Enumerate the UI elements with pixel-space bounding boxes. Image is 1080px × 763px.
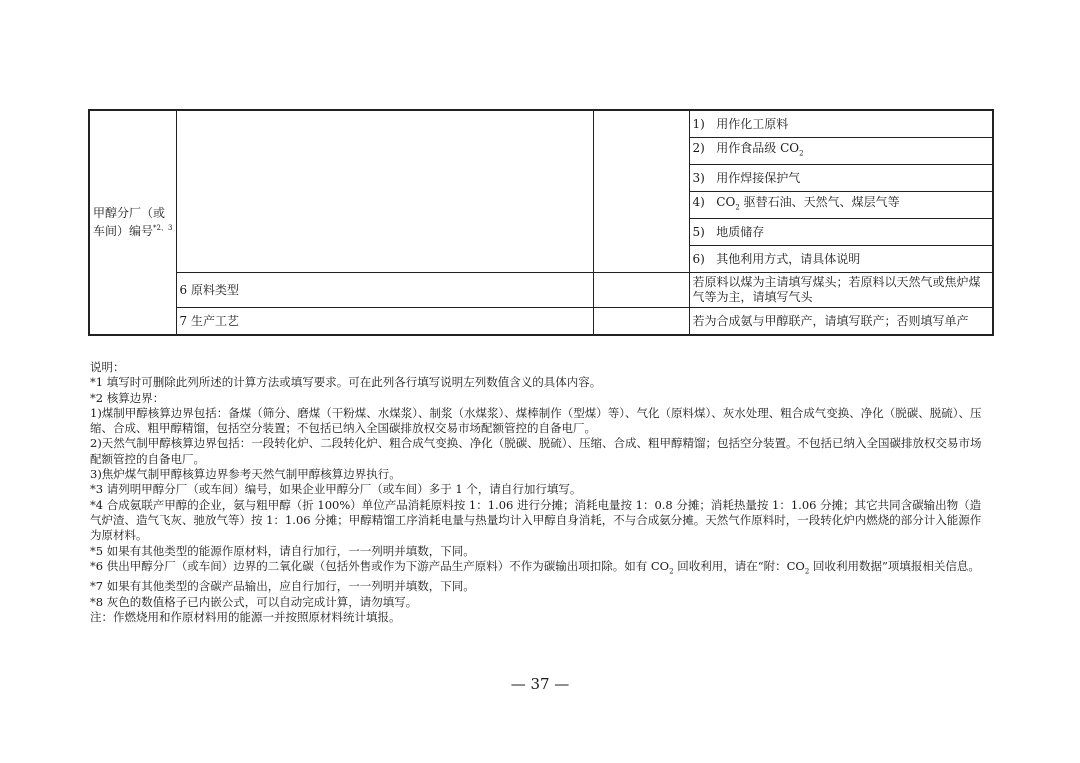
notes-title: 说明： — [90, 360, 125, 374]
side-label-line1: 甲醇分厂（或 — [93, 206, 166, 220]
note-4: *4 合成氨联产甲醇的企业，氨与粗甲醇（折 100%）单位产品消耗原料按 1：1.06 进行分摊；消耗电量按 1：0.8 分摊；消耗热量按 1：1.06 分摊；其它共同含碳输出物（造气炉渣、造气飞灰、驰放气等）按 1：1.06 分摊；甲醇精馏工序消耗电量与热量均计入甲醇自身消耗，不与合成氨分摊。天然气作原料时，一段转化炉内燃烧的部分计入能源作为原材料。 — [90, 497, 982, 543]
page-number: — 37 — — [510, 675, 570, 693]
table-row — [89, 110, 993, 138]
note-3: *3 请列明甲醇分厂（或车间）编号，如果企业甲醇分厂（或车间）多于 1 个，请自行加行填写。 — [90, 482, 582, 497]
footnote-general: 注：作燃烧用和作原材料用的能源一并按照原材料统计填报。 — [90, 610, 401, 625]
process-input[interactable] — [593, 308, 689, 336]
note-2-1: 1)煤制甲醇核算边界包括：备煤（筛分、磨煤（干粉煤、水煤浆）、制浆（水煤浆）、煤棒制作（型煤）等）、气化（原料煤）、灰水处理、粗合成气变换、净化（脱碳、脱硫）、压缩、合成、粗甲醇精馏，包括空分装置；不包括已纳入全国碳排放权交易市场配额管控的自备电厂。 — [90, 405, 982, 436]
use-item-6: 6) 其他利用方式，请具体说明 — [689, 246, 993, 273]
use-item-4: 4) $CO_2$ 驱替石油、天然气、煤层气等 — [689, 192, 993, 219]
side-label-line2: 车间）编号 — [93, 224, 154, 238]
process-label: 7 生产工艺 — [176, 308, 593, 336]
note-5: *5 如果有其他类型的能源作原材料，请自行加行，一一列明并填数，下同。 — [90, 543, 475, 558]
use-item-3: 3) 用作焊接保护气 — [689, 165, 993, 192]
raw-material-type-input[interactable] — [593, 273, 689, 308]
note-2-2: 2)天然气制甲醇核算边界包括：一段转化炉、二段转化炉、粗合成气变换、净化（脱碳、脱硫）、压缩、合成、粗甲醇精馏；包括空分装置。不包括已纳入全国碳排放权交易市场配额管控的自备电厂。 — [90, 436, 982, 466]
empty-cell-c[interactable] — [593, 110, 689, 273]
methanol-branch-label-cell — [89, 110, 176, 335]
raw-material-type-note: 若原料以煤为主请填写煤头；若原料以天然气或焦炉煤气等为主，请填写气头 — [689, 273, 993, 308]
use-item-2: 2) 用作食品级 $CO_2$ — [689, 138, 993, 165]
use-item-5: 5) 地质储存 — [689, 219, 993, 246]
table-row — [89, 273, 993, 308]
note-7: *7 如果有其他类型的含碳产品输出，应自行加行，一一列明并填数，下同。 — [90, 579, 475, 594]
empty-cell-b[interactable] — [176, 110, 593, 273]
side-label-footnote: *2、3 — [153, 224, 173, 232]
note-1: *1 填写时可删除此列所述的计算方法或填写要求。可在此列各行填写说明左列数值含义的具体内容。 — [90, 375, 602, 390]
note-8: *8 灰色的数值格子已内嵌公式，可以自动完成计算，请勿填写。 — [90, 594, 418, 609]
notes-section — [90, 360, 992, 625]
process-note: 若为合成氨与甲醇联产，请填写联产；否则填写单产 — [689, 308, 993, 336]
data-table — [88, 109, 994, 336]
note-2-3: 3)焦炉煤气制甲醇核算边界参考天然气制甲醇核算边界执行。 — [90, 467, 401, 482]
use-item-1: 1) 用作化工原料 — [689, 110, 993, 138]
note-2: *2 核算边界： — [90, 390, 165, 405]
table-row — [89, 308, 993, 336]
note-6: *6 供出甲醇分厂（或车间）边界的二氧化碳（包括外售或作为下游产品生产原料）不作为碳输出项扣除。如有 $CO_2$ 回收利用，请在“附：$CO_2$ 回收利用数据”项填报相关信息。 — [90, 558, 980, 576]
raw-material-type-label: 6 原料类型 — [176, 273, 593, 308]
